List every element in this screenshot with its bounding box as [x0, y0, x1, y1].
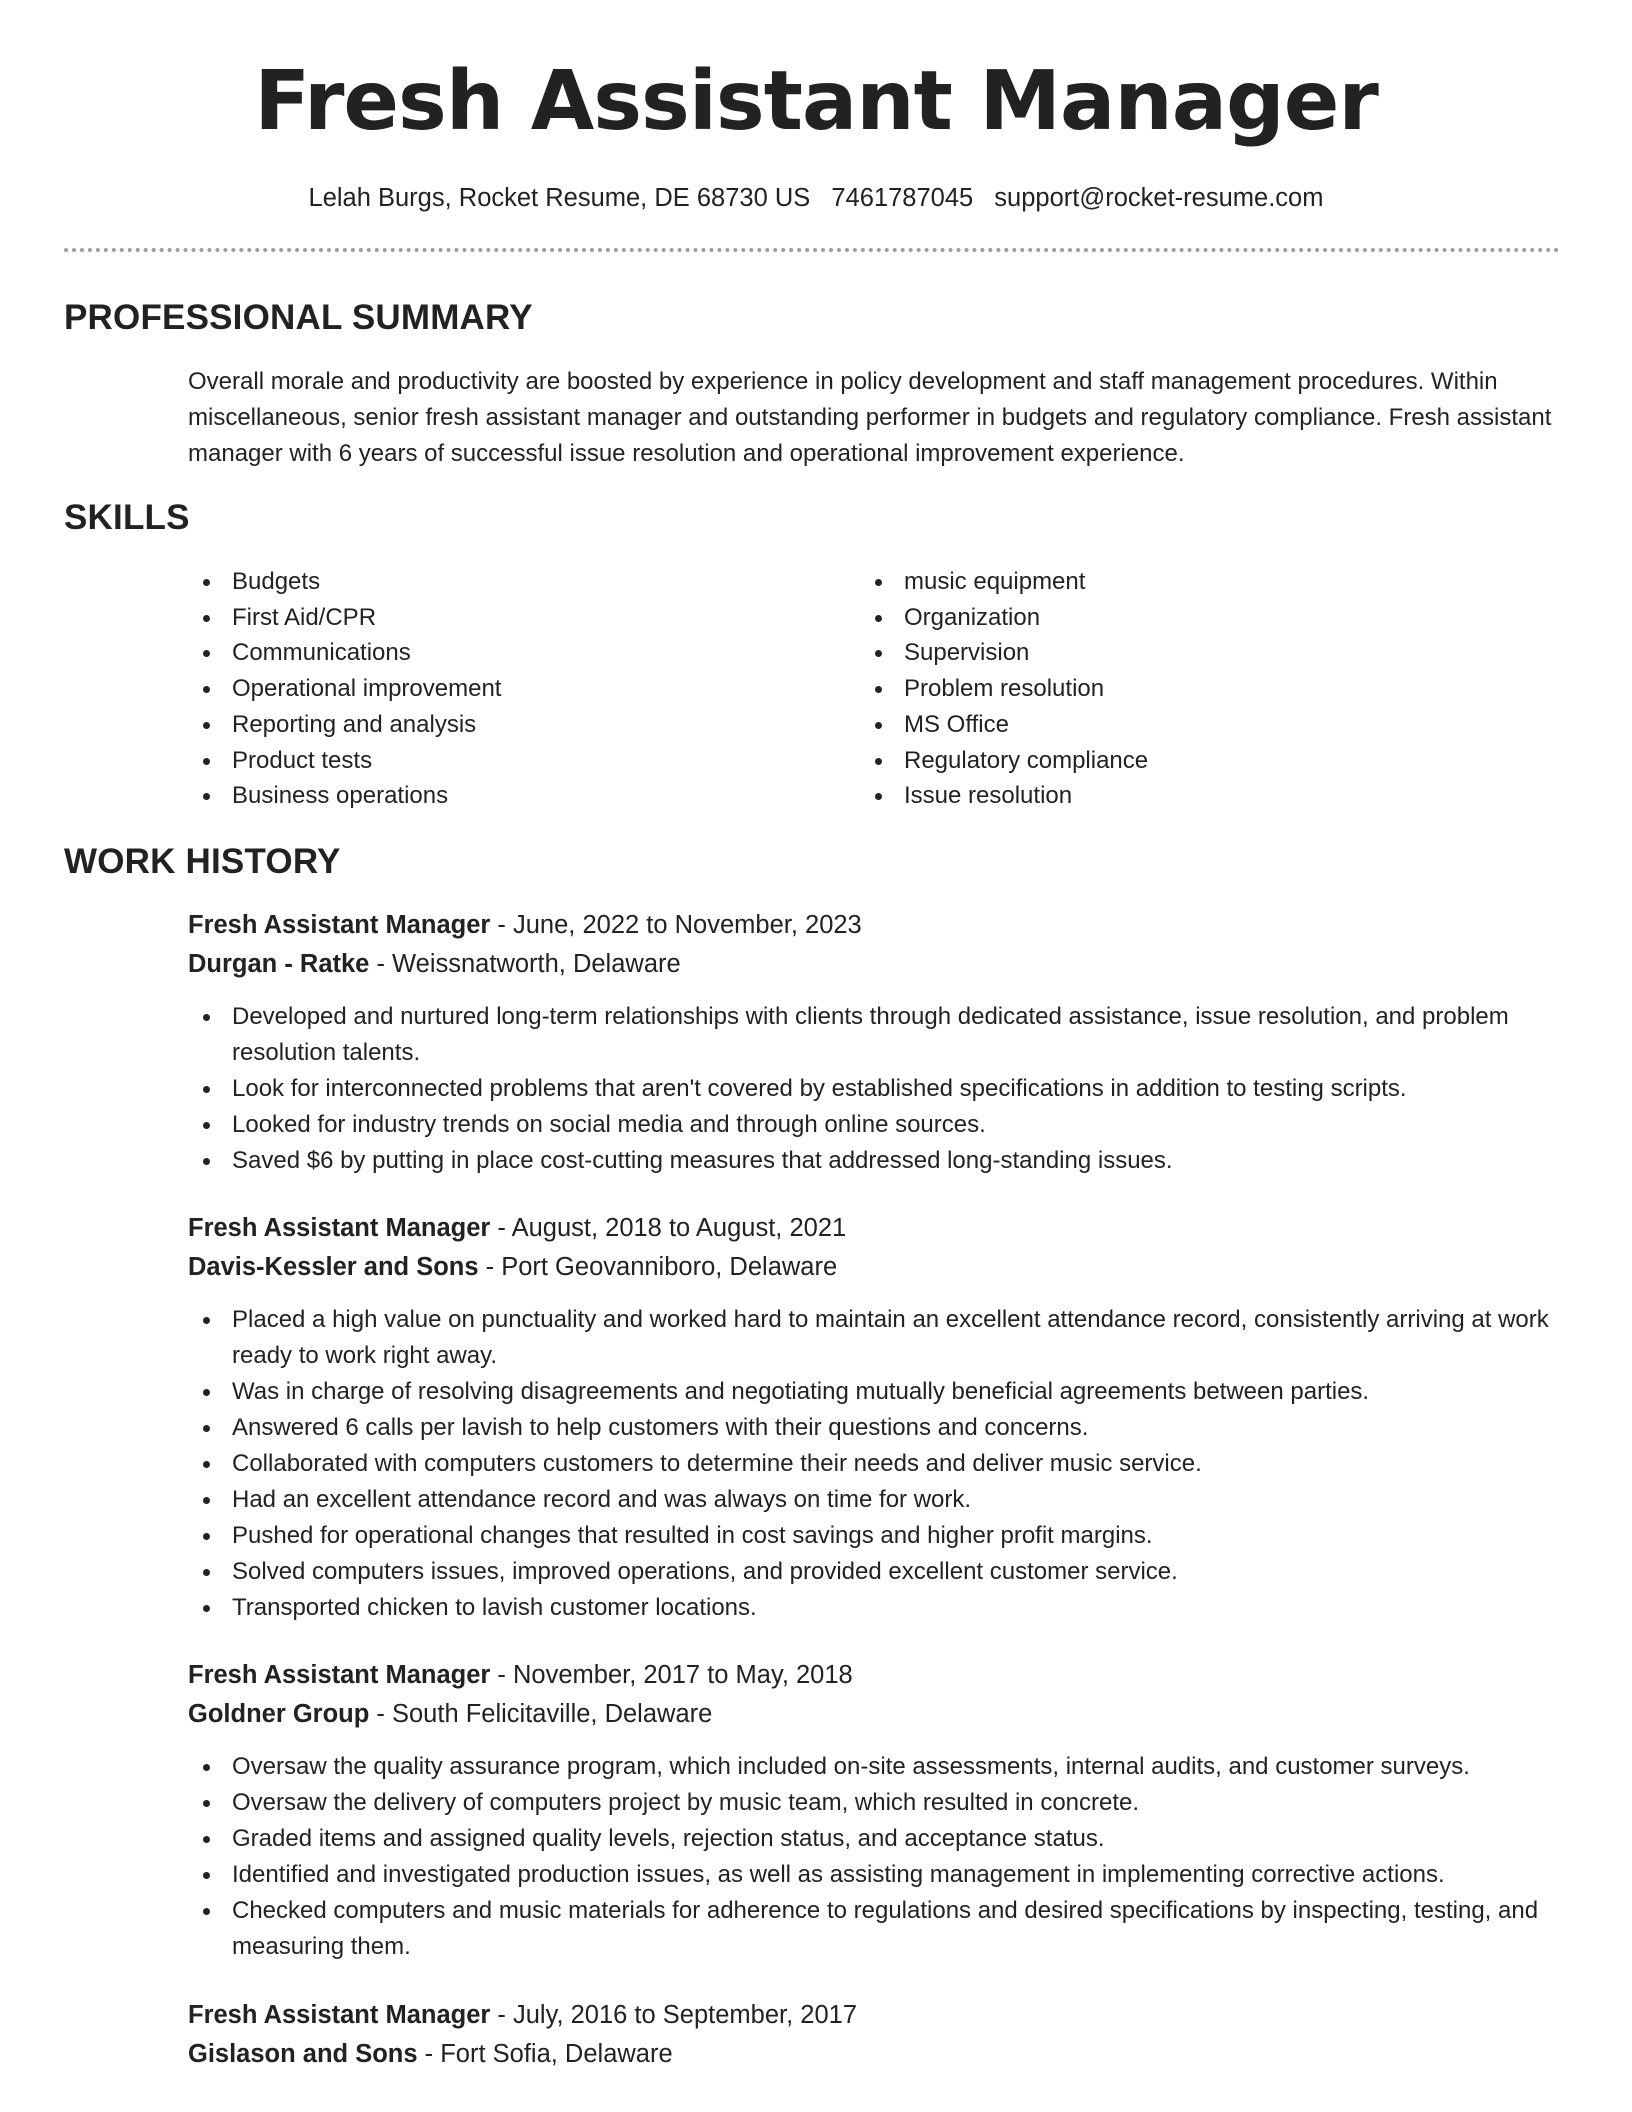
job-company: Goldner Group [188, 1700, 370, 1728]
job-company: Gislason and Sons [188, 2040, 418, 2068]
job-bullet: Graded items and assigned quality levels, rejection status, and acceptance status. [188, 1821, 1560, 1857]
job-bullet: Collaborated with computers customers to determine their needs and deliver music service. [188, 1446, 1560, 1482]
job-entry [188, 906, 1560, 1179]
skill-item: First Aid/CPR [188, 600, 501, 636]
skill-item: Product tests [188, 743, 501, 779]
job-title-line [188, 1996, 1560, 2035]
contact-phone: 7461787045 [831, 184, 974, 212]
skill-item: MS Office [860, 707, 1148, 743]
skills-list-right [860, 564, 1148, 814]
job-bullet: Oversaw the delivery of computers project by music team, which resulted in concrete. [188, 1785, 1560, 1821]
job-entry [188, 1996, 1560, 2074]
job-bullet: Solved computers issues, improved operations, and provided excellent customer service. [188, 1554, 1560, 1590]
job-bullet: Saved $6 by putting in place cost-cutting measures that addressed long-standing issues. [188, 1143, 1560, 1179]
job-location: - Port Geovanniboro, Delaware [478, 1253, 838, 1281]
job-dates: - November, 2017 to May, 2018 [490, 1661, 853, 1689]
job-dates: - June, 2022 to November, 2023 [490, 911, 862, 939]
job-bullet: Transported chicken to lavish customer locations. [188, 1590, 1560, 1626]
job-company: Durgan - Ratke [188, 950, 370, 978]
skill-item: Reporting and analysis [188, 707, 501, 743]
job-bullet: Look for interconnected problems that aren't covered by established specifications in addition to testing scripts. [188, 1071, 1560, 1107]
skill-item: Supervision [860, 635, 1148, 671]
summary-heading: PROFESSIONAL SUMMARY [64, 298, 533, 337]
job-title-line [188, 1209, 1560, 1248]
job-bullet: Pushed for operational changes that resulted in cost savings and higher profit margins. [188, 1518, 1560, 1554]
job-bullet: Was in charge of resolving disagreements and negotiating mutually beneficial agreements between parties. [188, 1374, 1560, 1410]
job-bullet: Placed a high value on punctuality and worked hard to maintain an excellent attendance record, consistently arriving at work ready to work right away. [188, 1302, 1560, 1374]
job-bullets [188, 1302, 1560, 1626]
job-company-line [188, 945, 1560, 984]
job-dates: - August, 2018 to August, 2021 [490, 1214, 847, 1242]
work-history-heading: WORK HISTORY [64, 842, 341, 881]
job-dates: - July, 2016 to September, 2017 [490, 2001, 858, 2029]
job-entry [188, 1209, 1560, 1626]
skill-item: music equipment [860, 564, 1148, 600]
skill-item: Regulatory compliance [860, 743, 1148, 779]
job-bullet: Oversaw the quality assurance program, which included on-site assessments, internal audits, and customer surveys. [188, 1749, 1560, 1785]
contact-address: Lelah Burgs, Rocket Resume, DE 68730 US [308, 184, 811, 212]
skill-item: Organization [860, 600, 1148, 636]
job-bullet: Checked computers and music materials for adherence to regulations and desired specifications by inspecting, testing, and measuring them. [188, 1893, 1560, 1965]
job-bullet: Developed and nurtured long-term relationships with clients through dedicated assistance, issue resolution, and problem resolution talents. [188, 999, 1560, 1071]
job-title: Fresh Assistant Manager [188, 1214, 491, 1242]
job-title-line [188, 1656, 1560, 1695]
job-title: Fresh Assistant Manager [188, 1661, 491, 1689]
skill-item: Budgets [188, 564, 501, 600]
job-location: - Fort Sofia, Delaware [417, 2040, 673, 2068]
job-title: Fresh Assistant Manager [188, 911, 491, 939]
contact-line [0, 180, 1632, 216]
job-title-line [188, 906, 1560, 945]
job-company-line [188, 2035, 1560, 2074]
skill-item: Problem resolution [860, 671, 1148, 707]
job-bullet: Had an excellent attendance record and was always on time for work. [188, 1482, 1560, 1518]
job-bullet: Answered 6 calls per lavish to help customers with their questions and concerns. [188, 1410, 1560, 1446]
job-company: Davis-Kessler and Sons [188, 1253, 479, 1281]
job-bullets [188, 999, 1560, 1179]
contact-email: support@rocket-resume.com [994, 184, 1324, 212]
summary-text: Overall morale and productivity are boosted by experience in policy development and staff management procedures. Within miscellaneous, senior fresh assistant manager and outstanding performer in budgets and regulatory compliance. Fresh assistant manager with 6 years of successful issue resolution and operational improvement experience. [188, 368, 1552, 467]
job-entry [188, 1656, 1560, 1965]
job-bullet: Looked for industry trends on social media and through online sources. [188, 1107, 1560, 1143]
skills-heading: SKILLS [64, 498, 190, 537]
job-company-line [188, 1248, 1560, 1287]
job-location: - South Felicitaville, Delaware [369, 1700, 713, 1728]
skill-item: Business operations [188, 778, 501, 814]
job-bullets [188, 1749, 1560, 1965]
resume-name: Fresh Assistant Manager [254, 54, 1378, 149]
job-location: - Weissnatworth, Delaware [369, 950, 681, 978]
skill-item: Operational improvement [188, 671, 501, 707]
skill-item: Issue resolution [860, 778, 1148, 814]
job-company-line [188, 1695, 1560, 1734]
job-title: Fresh Assistant Manager [188, 2001, 491, 2029]
header-divider [64, 248, 1560, 252]
job-bullet: Identified and investigated production issues, as well as assisting management in implementing corrective actions. [188, 1857, 1560, 1893]
skills-list-left [188, 564, 501, 814]
skill-item: Communications [188, 635, 501, 671]
